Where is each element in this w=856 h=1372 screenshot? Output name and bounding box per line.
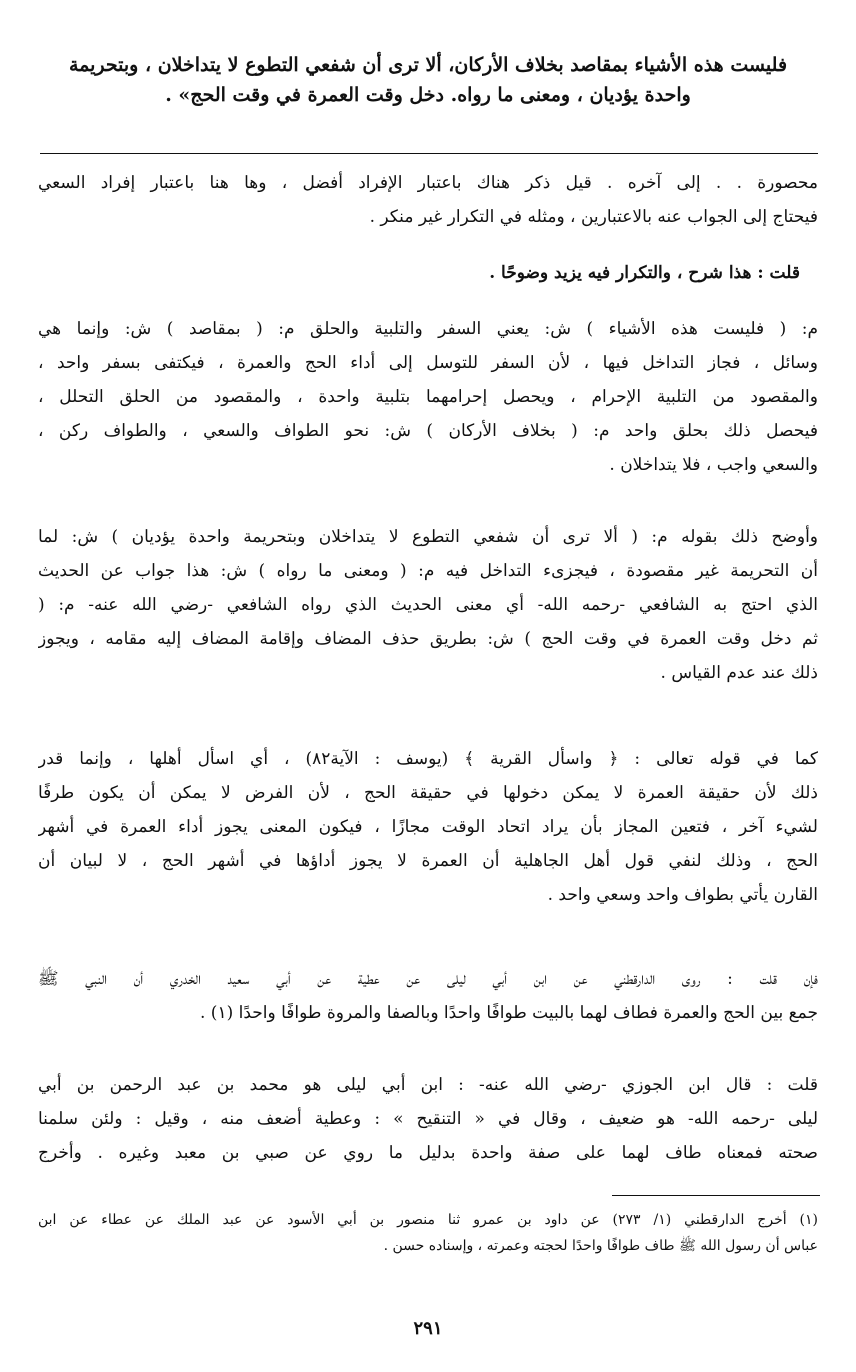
- text-line: وسائل ، فجاز التداخل فيها ، لأن السفر للتوسل إلى أداء الحج والعمرة ، فيكتفى بسفر واحد ،: [38, 353, 818, 373]
- footnote-line: عباس أن رسول الله ﷺ طاف طوافًا واحدًا لحجته وعمرته ، وإسناده حسن .: [383, 1238, 818, 1254]
- matn-line: فليست هذه الأشياء بمقاصد بخلاف الأركان، ألا ترى أن شفعي التطوع لا يتداخلان ، وبتحريمة: [68, 54, 788, 76]
- text-line: ذلك عند عدم القياس .: [660, 663, 818, 683]
- text-line: فإن قلت : روى الدارقطني عن ابن أبي ليلى عن عطية عن أبي سعيد الخدري أن النبي ﷺ: [38, 969, 818, 989]
- footnote-line: (١) أخرج الدارقطني (١/ ٢٧٣) عن داود بن عمرو ثنا منصور بن أبي الأسود عن عبد الملك عن عطاء عن ابن: [38, 1212, 818, 1228]
- paragraph-4: [38, 520, 818, 690]
- text-line: أن التحريمة غير مقصودة ، فيجزىء التداخل فيه م: ( ومعنى ما رواه ) ش: هذا جواب عن الحديث: [38, 561, 818, 581]
- text-line: ثم دخل وقت العمرة في وقت الحج ) ش: بطريق حذف المضاف وإقامة المضاف إليه مقامه ، ويجوز: [38, 629, 818, 649]
- text-line: وأوضح ذلك بقوله م: ( ألا ترى أن شفعي التطوع لا يتداخلان وبتحريمة واحدة يؤديان ) ش: لما: [38, 527, 818, 547]
- text-line: فيحصل ذلك بحلق واحد م: ( بخلاف الأركان ) ش: نحو الطواف والسعي ، والطواف ركن ،: [38, 421, 818, 441]
- text-line: القارن يأتي بطواف واحد وسعي واحد .: [547, 885, 818, 905]
- matn-text: [38, 50, 818, 110]
- paragraph-7: [38, 1068, 818, 1170]
- text-line: والسعي واجب ، فلا يتداخلان .: [609, 455, 818, 475]
- matn-separator-rule: [40, 153, 818, 154]
- text-line: محصورة . . إلى آخره . قيل ذكر هناك باعتبار الإفراد أفضل ، وها هنا باعتبار إفراد السعي: [38, 173, 818, 193]
- paragraph-6: [38, 962, 818, 1030]
- paragraph-3: [38, 312, 818, 482]
- text-line: صحته فمعناه طاف لهما على صفة واحدة بدليل ما روي عن صبي بن معبد وغيره . وأخرج: [38, 1143, 818, 1163]
- text-line: ليلى -رحمه الله- هو ضعيف ، وقال في « التنقيح » : وعطية أضعف منه ، وقيل : ولئن سلمنا: [38, 1109, 818, 1129]
- text-line: فيحتاج إلى الجواب عنه بالاعتبارين ، ومثله في التكرار غير منكر .: [369, 207, 818, 227]
- text-line: الحج ، وذلك لنفي قول أهل الجاهلية أن العمرة لا يجوز أداؤها في أشهر الحج ، لا لبيان أن: [38, 851, 818, 871]
- matn-line: واحدة يؤديان ، ومعنى ما رواه. دخل وقت العمرة في وقت الحج» .: [165, 84, 691, 106]
- text-line: والمقصود من التلبية الإحرام ، ويحصل إحرامهما بتلبية واحدة ، والمقصود من الحلق التحلل ،: [38, 387, 818, 407]
- text-line: جمع بين الحج والعمرة فطاف لهما بالبيت طوافًا واحدًا وبالصفا والمروة طوافًا واحدًا (١) .: [200, 1003, 818, 1023]
- text-line: قلت : قال ابن الجوزي -رضي الله عنه- : ابن أبي ليلى هو محمد بن عبد الرحمن بن أبي: [38, 1075, 818, 1095]
- page-number: ٢٩١: [413, 1318, 443, 1339]
- text-line: كما في قوله تعالى : ﴿ واسأل القرية ﴾ (يوسف : الآية٨٢) ، أي اسأل أهلها ، وإنما قدر: [38, 749, 818, 769]
- text-line: لشيء آخر ، فتعين المجاز بأن يراد اتحاد الوقت مجازًا ، فيكون المعنى يجوز أداء العمرة في أشهر: [38, 817, 818, 837]
- footnote-separator-rule: [612, 1195, 820, 1196]
- paragraph-2: [38, 256, 818, 290]
- text-line: قلت : هذا شرح ، والتكرار فيه يزيد وضوحًا .: [489, 263, 800, 283]
- footnote: [38, 1207, 818, 1259]
- paragraph-1: [38, 166, 818, 234]
- text-line: م: ( فليست هذه الأشياء ) ش: يعني السفر والتلبية والحلق م: ( بمقاصد ) ش: وإنما هي: [38, 319, 818, 339]
- text-line: الذي احتج به الشافعي -رحمه الله- أي معنى الحديث الذي رواه الشافعي -رضي الله عنه- م: (: [38, 595, 818, 615]
- text-line: ذلك لأن حقيقة العمرة لا يمكن دخولها في حقيقة الحج ، لأن الفرض لا يمكن أن يكون طرفًا: [38, 783, 818, 803]
- paragraph-5: [38, 742, 818, 912]
